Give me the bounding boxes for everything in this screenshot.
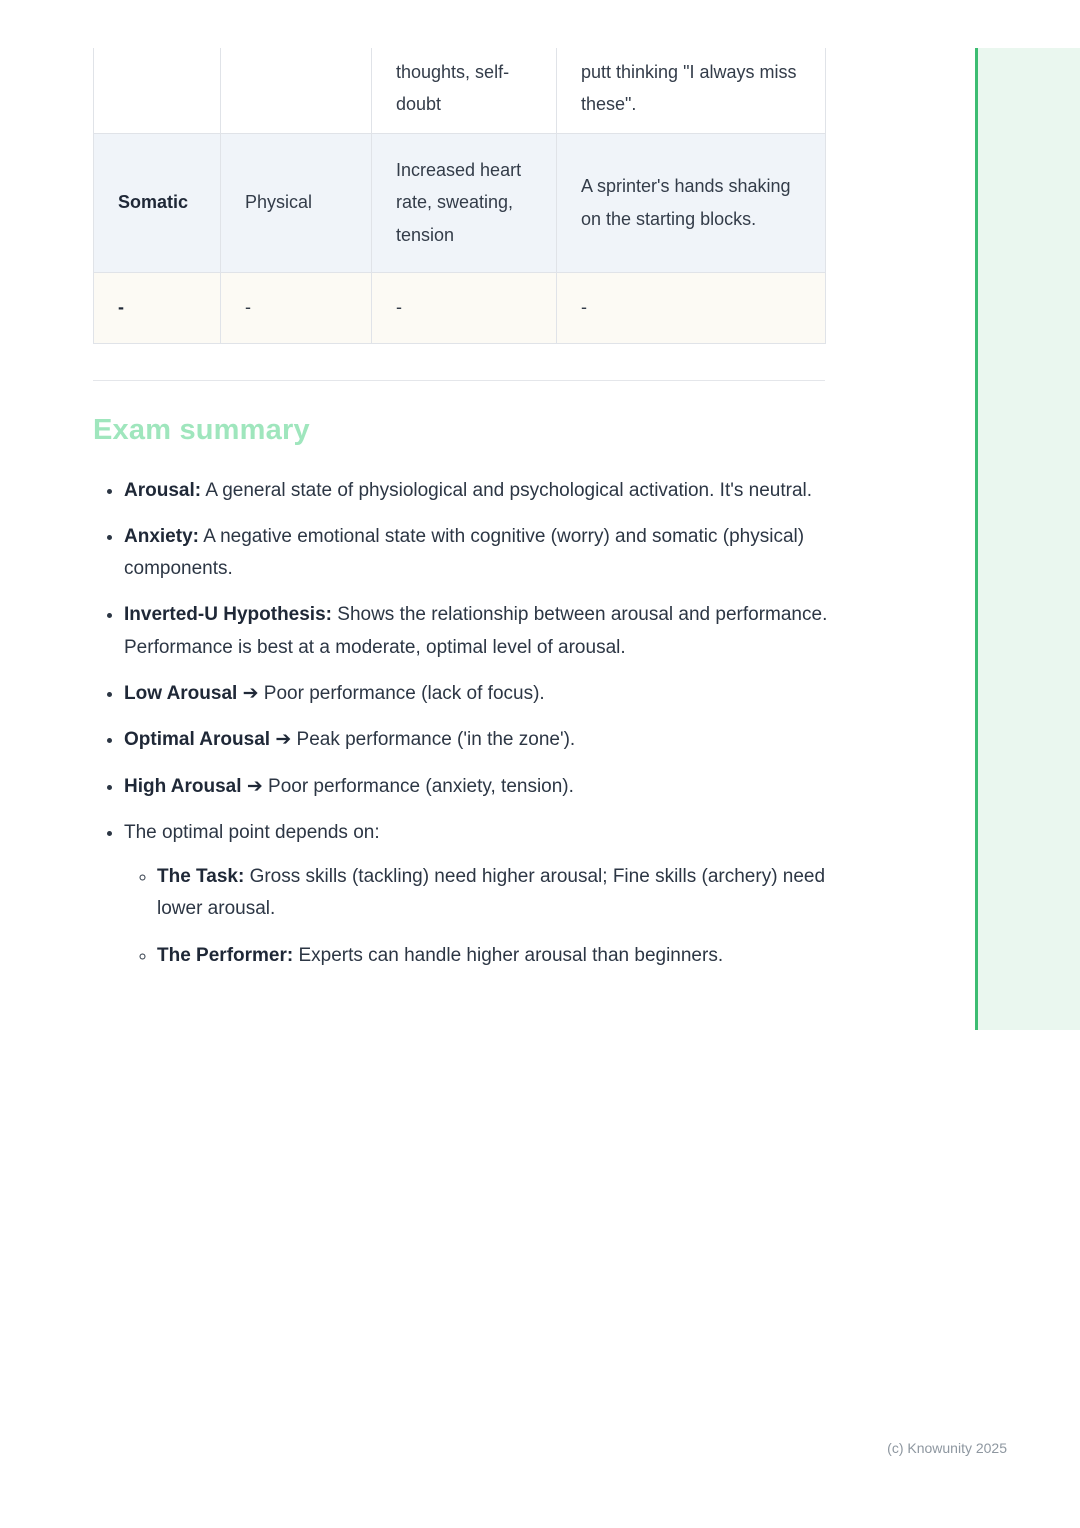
right-margin-accent <box>975 48 1080 1030</box>
term-label: Anxiety: <box>124 525 199 547</box>
item-text: Shows the relationship between arousal and performance. Performance is best at a moderate, optimal level of arousal. <box>124 604 828 658</box>
list-item <box>124 678 833 710</box>
arrow-icon: ➔ <box>246 775 263 797</box>
term-label: Arousal: <box>124 479 202 501</box>
table-cell: - <box>557 272 826 343</box>
table-row <box>94 133 826 272</box>
optimal-point-sublist <box>124 861 833 972</box>
exam-summary-heading: Exam summary <box>93 413 310 446</box>
term-label: Low Arousal <box>124 682 238 704</box>
item-text: A negative emotional state with cognitive (worry) and somatic (physical) components. <box>124 525 805 580</box>
list-item <box>124 521 833 586</box>
item-text: Peak performance ('in the zone'). <box>296 729 576 751</box>
table-cell: Physical <box>221 133 372 272</box>
item-text: A general state of physiological and psychological activation. It's neutral. <box>205 479 813 501</box>
table-cell <box>221 48 372 133</box>
item-text: Poor performance (lack of focus). <box>263 682 545 704</box>
table-row <box>94 272 826 343</box>
anxiety-types-table <box>93 48 826 344</box>
section-divider <box>93 380 825 381</box>
term-label: Optimal Arousal <box>124 729 271 751</box>
page-content <box>48 48 975 972</box>
table-cell <box>94 48 221 133</box>
document-page <box>48 48 975 1030</box>
term-label: The Task: <box>157 866 245 888</box>
term-label: High Arousal <box>124 775 242 797</box>
list-item <box>124 724 833 756</box>
sub-list-item <box>157 940 833 972</box>
list-item <box>124 817 833 972</box>
list-item <box>124 771 833 803</box>
table-cell: A sprinter's hands shaking on the starting blocks. <box>557 133 826 272</box>
item-text: Gross skills (tackling) need higher arousal; Fine skills (archery) need lower arousal. <box>157 866 826 920</box>
table-cell: - <box>372 272 557 343</box>
list-item <box>124 475 833 507</box>
table-cell: Somatic <box>94 133 221 272</box>
item-text: Poor performance (anxiety, tension). <box>268 775 574 797</box>
arrow-icon: ➔ <box>275 729 292 751</box>
table-cell: thoughts, self-doubt <box>372 48 557 133</box>
item-text: Experts can handle higher arousal than beginners. <box>298 944 724 966</box>
table-row <box>94 48 826 133</box>
table-cell: Increased heart rate, sweating, tension <box>372 133 557 272</box>
list-item <box>124 599 833 664</box>
item-text: The optimal point depends on: <box>124 821 380 843</box>
table-cell: putt thinking "I always miss these". <box>557 48 826 133</box>
sub-list-item <box>157 861 833 926</box>
table-cell: - <box>94 272 221 343</box>
arrow-icon: ➔ <box>242 682 259 704</box>
term-label: Inverted-U Hypothesis: <box>124 604 332 626</box>
table-cell: - <box>221 272 372 343</box>
term-label: The Performer: <box>157 944 294 966</box>
exam-summary-list <box>93 475 833 973</box>
copyright-text: (c) Knowunity 2025 <box>887 1440 1007 1456</box>
